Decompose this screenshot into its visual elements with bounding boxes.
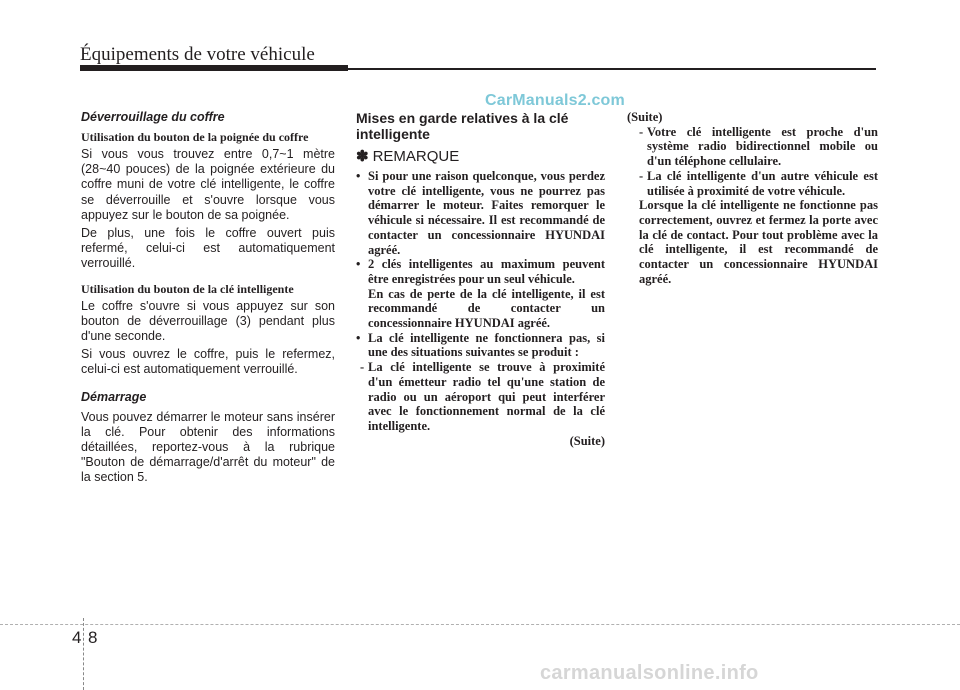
paragraph: Le coffre s'ouvre si vous appuyez sur son bouton de déverrouillage (3) pendant plus d'une seconde. [81, 298, 335, 344]
column-left [81, 110, 335, 489]
remark-cross-icon: ✽ [356, 148, 369, 165]
list-item-text: La clé intelligente ne fonctionnera pas, si une des situations suivantes se produit : [368, 330, 605, 360]
paragraph: Vous pouvez démarrer le moteur sans insérer la clé. Pour obtenir des informations détaillées, reportez-vous à la rubrique "Bouton de démarrage/d'arrêt du moteur" de la section 5. [81, 409, 335, 485]
dash-icon: - [639, 168, 644, 183]
section-title-start: Démarrage [81, 389, 147, 404]
watermark-top: CarManuals2.com [485, 92, 625, 109]
column-right [627, 110, 878, 286]
page-number-page: 8 [88, 628, 98, 647]
list-item-continuation: En cas de perte de la clé intelligente, il est recommandé de contacter un concessionnaire HYUNDAI agréé. [368, 286, 605, 331]
list-item-text: 2 clés intelligentes au maximum peuvent être enregistrées pour un seul véhicule. [368, 257, 605, 286]
sub-list-item [639, 169, 878, 198]
header-rule-thick [80, 65, 348, 71]
dash-icon: - [639, 124, 644, 139]
list-item [356, 331, 605, 360]
subheading-handle-button: Utilisation du bouton de la poignée du coffre [81, 130, 309, 144]
dash-icon: - [360, 360, 365, 375]
bullet-icon: • [356, 330, 361, 345]
footer-divider [0, 624, 960, 626]
column-middle [356, 110, 605, 448]
section-title-trunk-unlock: Déverrouillage du coffre [81, 110, 225, 124]
bullet-icon: • [356, 169, 361, 183]
continued-label: (Suite) [569, 433, 605, 448]
list-item [356, 257, 605, 286]
subheading-smart-key-button: Utilisation du bouton de la clé intelligente [81, 281, 294, 296]
paragraph: Si vous vous trouvez entre 0,7~1 mètre (28~40 pouces) de la poignée extérieure du coffre muni de votre clé intelligente, le coffre se déverrouille et s'ouvre lorsque vous appuyez sur le bouton de sa poignée. [81, 147, 335, 222]
sub-list-item-text: Votre clé intelligente est proche d'un système radio bidirectionnel mobile ou d'un téléphone cellulaire. [647, 124, 878, 169]
watermark-bottom: carmanualsonline.info [540, 662, 759, 684]
sub-list-item [639, 125, 878, 169]
sub-list-item-text: La clé intelligente d'un autre véhicule est utilisée à proximité de votre véhicule. [647, 168, 878, 198]
list-item [356, 169, 605, 257]
list-item-text: Si pour une raison quelconque, vous perdez votre clé intelligente, vous ne pourrez pas démarrer le moteur. Faites remorquer le véhicule si nécessaire. Il est recommandé de contacter un concessionnaire HYUNDAI agréé. [368, 169, 605, 257]
header-rule-thin [348, 68, 876, 70]
page-header-title: Équipements de votre véhicule [80, 44, 315, 65]
page-number-divider [83, 618, 85, 690]
page-number-section: 4 [72, 628, 82, 647]
continued-label: (Suite) [627, 110, 663, 124]
sub-list-item [360, 360, 605, 434]
remark-label [356, 148, 605, 166]
paragraph: Lorsque la clé intelligente ne fonctionne pas correctement, ouvrez et fermez la porte avec la clé de contact. Pour tout problème avec la clé intelligente, il est recommandé de contacter un concessionnaire HYUNDAI agréé. [639, 198, 878, 286]
remark-text: REMARQUE [372, 148, 460, 165]
sub-list-item-text: La clé intelligente se trouve à proximité d'un émetteur radio tel qu'une station de radio ou un aéroport qui peut interférer avec le fonctionnement normal de la clé intelligente. [368, 360, 605, 433]
section-heading-warnings: Mises en garde relatives à la clé intelligente [356, 110, 569, 142]
paragraph: Si vous ouvrez le coffre, puis le refermez, celui-ci est automatiquement verrouillé. [81, 347, 335, 377]
bullet-icon: • [356, 257, 361, 272]
paragraph: De plus, une fois le coffre ouvert puis refermé, celui-ci est automatiquement verrouillé. [81, 226, 335, 271]
